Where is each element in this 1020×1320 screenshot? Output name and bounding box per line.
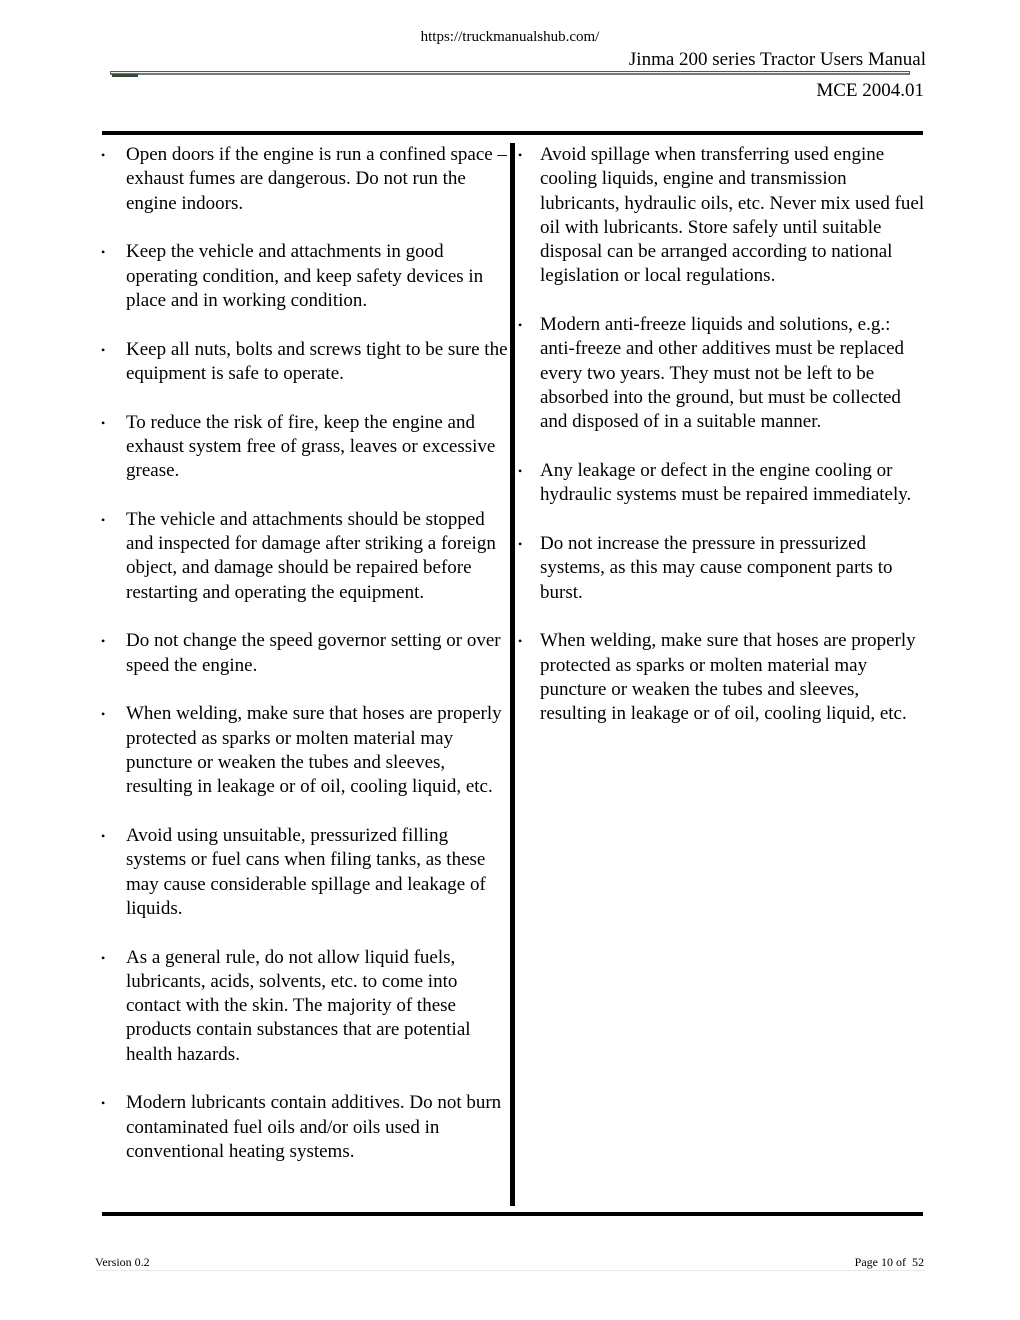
bullet-icon: • [518,318,523,333]
list-item-text: Modern lubricants contain additives. Do not burn contaminated fuel oils and/or oils used in conventional heating systems. [126,1092,502,1163]
list-item [94,338,508,387]
list-item [514,313,928,434]
list-item-text: The vehicle and attachments should be stopped and inspected for damage after striking a foreign object, and damage should be repaired before restarting and operating the equipment. [126,508,496,603]
bullet-icon: • [101,512,106,527]
bullet-icon: • [518,148,523,162]
list-item [94,946,508,1067]
right-column-list [514,143,928,751]
list-item [94,1091,508,1164]
list-item-text: When welding, make sure that hoses are properly protected as sparks or molten material may puncture or weaken the tubes and sleeves, resulting in leakage or of oil, cooling liquid, etc. [126,703,502,798]
version-label: Version 0.2 [95,1255,150,1269]
list-item [514,532,928,605]
bullet-icon: • [518,634,523,649]
list-item-text: Keep the vehicle and attachments in good operating condition, and keep safety devices in place and in working condition. [126,241,484,311]
list-item-text: As a general rule, do not allow liquid fuels, lubricants, acids, solvents, etc. to come into contact with the skin. The majority of these products contain substances that are potential health hazards. [126,946,471,1065]
source-url: https://truckmanualshub.com/ [420,29,600,45]
list-item [94,824,508,921]
bottom-divider [102,1212,923,1216]
document-code: MCE 2004.01 [816,80,924,101]
list-item-text: Avoid spillage when transferring used engine cooling liquids, engine and transmission lubricants, hydraulic oils, etc. Never mix used fuel oil with lubricants. Store safely until suitable disposal can be arranged according to national legislation or local regulations. [540,144,925,287]
list-item-text: To reduce the risk of fire, keep the engine and exhaust system free of grass, leaves or excessive grease. [126,411,496,482]
top-divider [102,131,923,135]
list-item-text: Modern anti-freeze liquids and solutions, e.g.: anti-freeze and other additives must be replaced every two years. They must not be left to be absorbed into the ground, but must be collected and disposed of in a suitable manner. [540,314,904,433]
bullet-icon: • [101,415,106,430]
list-item [94,629,508,678]
list-item [94,240,508,313]
list-item [514,143,928,289]
list-item [514,629,928,726]
bullet-icon: • [101,950,106,965]
bullet-icon: • [101,1096,106,1111]
bullet-icon: • [101,707,106,722]
list-item-text: Do not increase the pressure in pressurized systems, as this may cause component parts to burst. [540,533,893,603]
list-item [94,508,508,605]
bullet-icon: • [101,148,106,162]
list-item [94,411,508,484]
bullet-icon: • [101,245,106,260]
manual-title: Jinma 200 series Tractor Users Manual [628,49,926,70]
bullet-icon: • [518,537,523,552]
list-item [94,702,508,799]
page-number: Page 10 of 52 [854,1255,924,1269]
left-column-list [94,143,508,1189]
footer-rule [95,1270,925,1271]
bullet-icon: • [518,464,523,479]
header-logo-mark [112,74,138,77]
list-item-text: Any leakage or defect in the engine cooling or hydraulic systems must be repaired immediately. [540,460,912,506]
header-rule [110,71,910,75]
list-item [94,143,508,216]
list-item-text: Do not change the speed governor setting or over speed the engine. [126,630,501,676]
list-item-text: Keep all nuts, bolts and screws tight to be sure the equipment is safe to operate. [126,338,508,384]
list-item [514,459,928,508]
bullet-icon: • [101,342,106,357]
list-item-text: Open doors if the engine is run a confined space – exhaust fumes are dangerous. Do not run the engine indoors. [126,144,507,214]
bullet-icon: • [101,634,106,649]
bullet-icon: • [101,828,106,843]
list-item-text: Avoid using unsuitable, pressurized filling systems or fuel cans when filing tanks, as these may cause considerable spillage and leakage of liquids. [126,824,486,919]
list-item-text: When welding, make sure that hoses are properly protected as sparks or molten material may puncture or weaken the tubes and sleeves, resulting in leakage or of oil, cooling liquid, etc. [540,630,916,725]
